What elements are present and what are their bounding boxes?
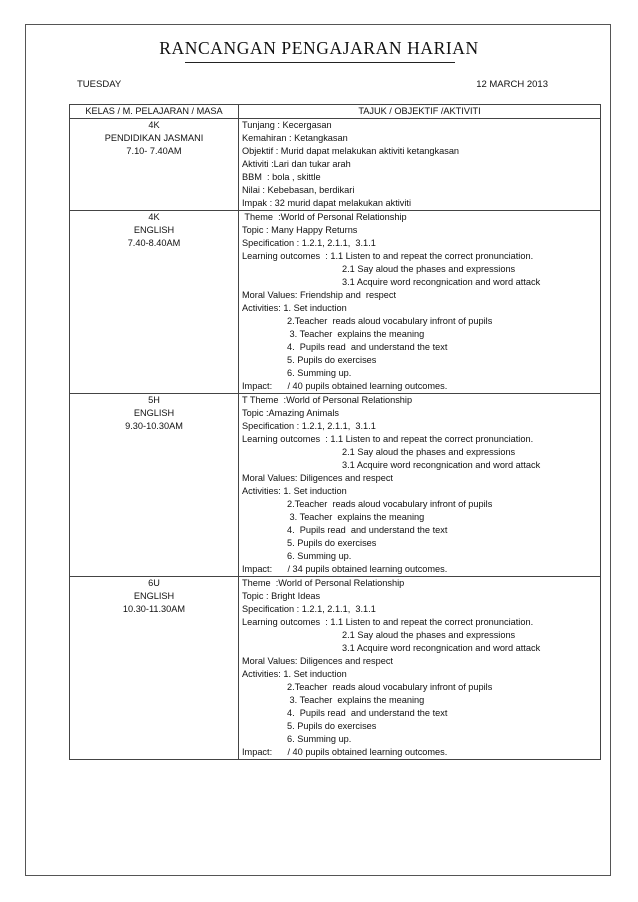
topic-objective-activity-cell [239,211,601,394]
table-row [70,577,601,760]
cell-line: Impact: / 40 pupils obtained learning outcomes. [242,747,448,757]
cell-line: 9.30-10.30AM [125,421,183,431]
table-row [70,394,601,577]
cell-line: 5. Pupils do exercises [287,355,377,365]
cell-line: 2.Teacher reads aloud vocabulary infront of pupils [287,499,493,509]
class-subject-time-cell [70,119,239,211]
cell-line: Theme :World of Personal Relationship [242,212,407,222]
cell-line: Moral Values: Diligences and respect [242,473,393,483]
cell-line: Learning outcomes : 1.1 Listen to and repeat the correct pronunciation. [242,251,534,261]
cell-line: 6. Summing up. [287,734,352,744]
cell-line: Activities: 1. Set induction [242,486,347,496]
document-title: RANCANGAN PENGAJARAN HARIAN [159,38,479,58]
cell-line: T Theme :World of Personal Relationship [242,395,413,405]
table-row [70,211,601,394]
cell-line: 7.10- 7.40AM [126,146,182,156]
cell-line: Topic : Bright Ideas [242,591,321,601]
date-label: 12 MARCH 2013 [476,79,548,90]
cell-line: 3.1 Acquire word recongnication and word attack [342,643,541,653]
topic-objective-activity-cell [239,577,601,760]
topic-objective-activity-cell [239,119,601,211]
cell-line: ENGLISH [133,591,175,601]
cell-line: 2.Teacher reads aloud vocabulary infront of pupils [287,316,493,326]
cell-line: Activities: 1. Set induction [242,303,347,313]
cell-line: 3. Teacher explains the meaning [287,329,425,339]
cell-line: 3. Teacher explains the meaning [287,512,425,522]
cell-line: 5. Pupils do exercises [287,721,377,731]
cell-line: 6U [148,578,160,588]
table-row [70,119,601,211]
cell-line: Aktiviti :Lari dan tukar arah [242,159,351,169]
cell-line: Objektif : Murid dapat melakukan aktiviti ketangkasan [242,146,460,156]
cell-line: Tunjang : Kecergasan [242,120,332,130]
cell-line: 3.1 Acquire word recongnication and word attack [342,277,541,287]
class-subject-time-cell [70,211,239,394]
cell-line: Topic : Many Happy Returns [242,225,358,235]
cell-line: 4. Pupils read and understand the text [287,342,448,352]
cell-line: Impact: / 34 pupils obtained learning outcomes. [242,564,448,574]
cell-line: 5. Pupils do exercises [287,538,377,548]
cell-line: 3. Teacher explains the meaning [287,695,425,705]
title-underline [185,62,455,63]
cell-line: Impact: / 40 pupils obtained learning outcomes. [242,381,448,391]
cell-line: Specification : 1.2.1, 2.1.1, 3.1.1 [242,238,376,248]
cell-line: ENGLISH [133,225,175,235]
cell-line: Topic :Amazing Animals [242,408,340,418]
cell-line: 2.Teacher reads aloud vocabulary infront of pupils [287,682,493,692]
cell-line: PENDIDIKAN JASMANI [104,133,204,143]
cell-line: Specification : 1.2.1, 2.1.1, 3.1.1 [242,421,376,431]
header-topic-objective-activity: TAJUK / OBJEKTIF /AKTIVITI [239,105,601,119]
cell-line: Kemahiran : Ketangkasan [242,133,348,143]
class-subject-time-cell [70,577,239,760]
cell-line: 4. Pupils read and understand the text [287,525,448,535]
cell-line: Learning outcomes : 1.1 Listen to and repeat the correct pronunciation. [242,617,534,627]
cell-line: Moral Values: Friendship and respect [242,290,397,300]
cell-line: Theme :World of Personal Relationship [242,578,405,588]
cell-line: 3.1 Acquire word recongnication and word attack [342,460,541,470]
cell-line: 4K [148,120,160,130]
cell-line: Nilai : Kebebasan, berdikari [242,185,355,195]
cell-line: BBM : bola , skittle [242,172,321,182]
cell-line: 6. Summing up. [287,551,352,561]
cell-line: Learning outcomes : 1.1 Listen to and repeat the correct pronunciation. [242,434,534,444]
lesson-plan-table [69,104,601,760]
cell-line: Moral Values: Diligences and respect [242,656,393,666]
header-class-subject-time: KELAS / M. PELAJARAN / MASA [70,105,239,119]
cell-line: 4K [148,212,160,222]
topic-objective-activity-cell [239,394,601,577]
cell-line: 7.40-8.40AM [127,238,181,248]
cell-line: Impak : 32 murid dapat melakukan aktiviti [242,198,412,208]
table-header-row [70,105,601,119]
cell-line: ENGLISH [133,408,175,418]
cell-line: 2.1 Say aloud the phases and expressions [342,630,516,640]
cell-line: 10.30-11.30AM [122,604,186,614]
day-label: TUESDAY [77,79,122,90]
cell-line: 6. Summing up. [287,368,352,378]
cell-line: 4. Pupils read and understand the text [287,708,448,718]
cell-line: 2.1 Say aloud the phases and expressions [342,447,516,457]
cell-line: 5H [148,395,160,405]
cell-line: Specification : 1.2.1, 2.1.1, 3.1.1 [242,604,376,614]
cell-line: 2.1 Say aloud the phases and expressions [342,264,516,274]
cell-line: Activities: 1. Set induction [242,669,347,679]
class-subject-time-cell [70,394,239,577]
